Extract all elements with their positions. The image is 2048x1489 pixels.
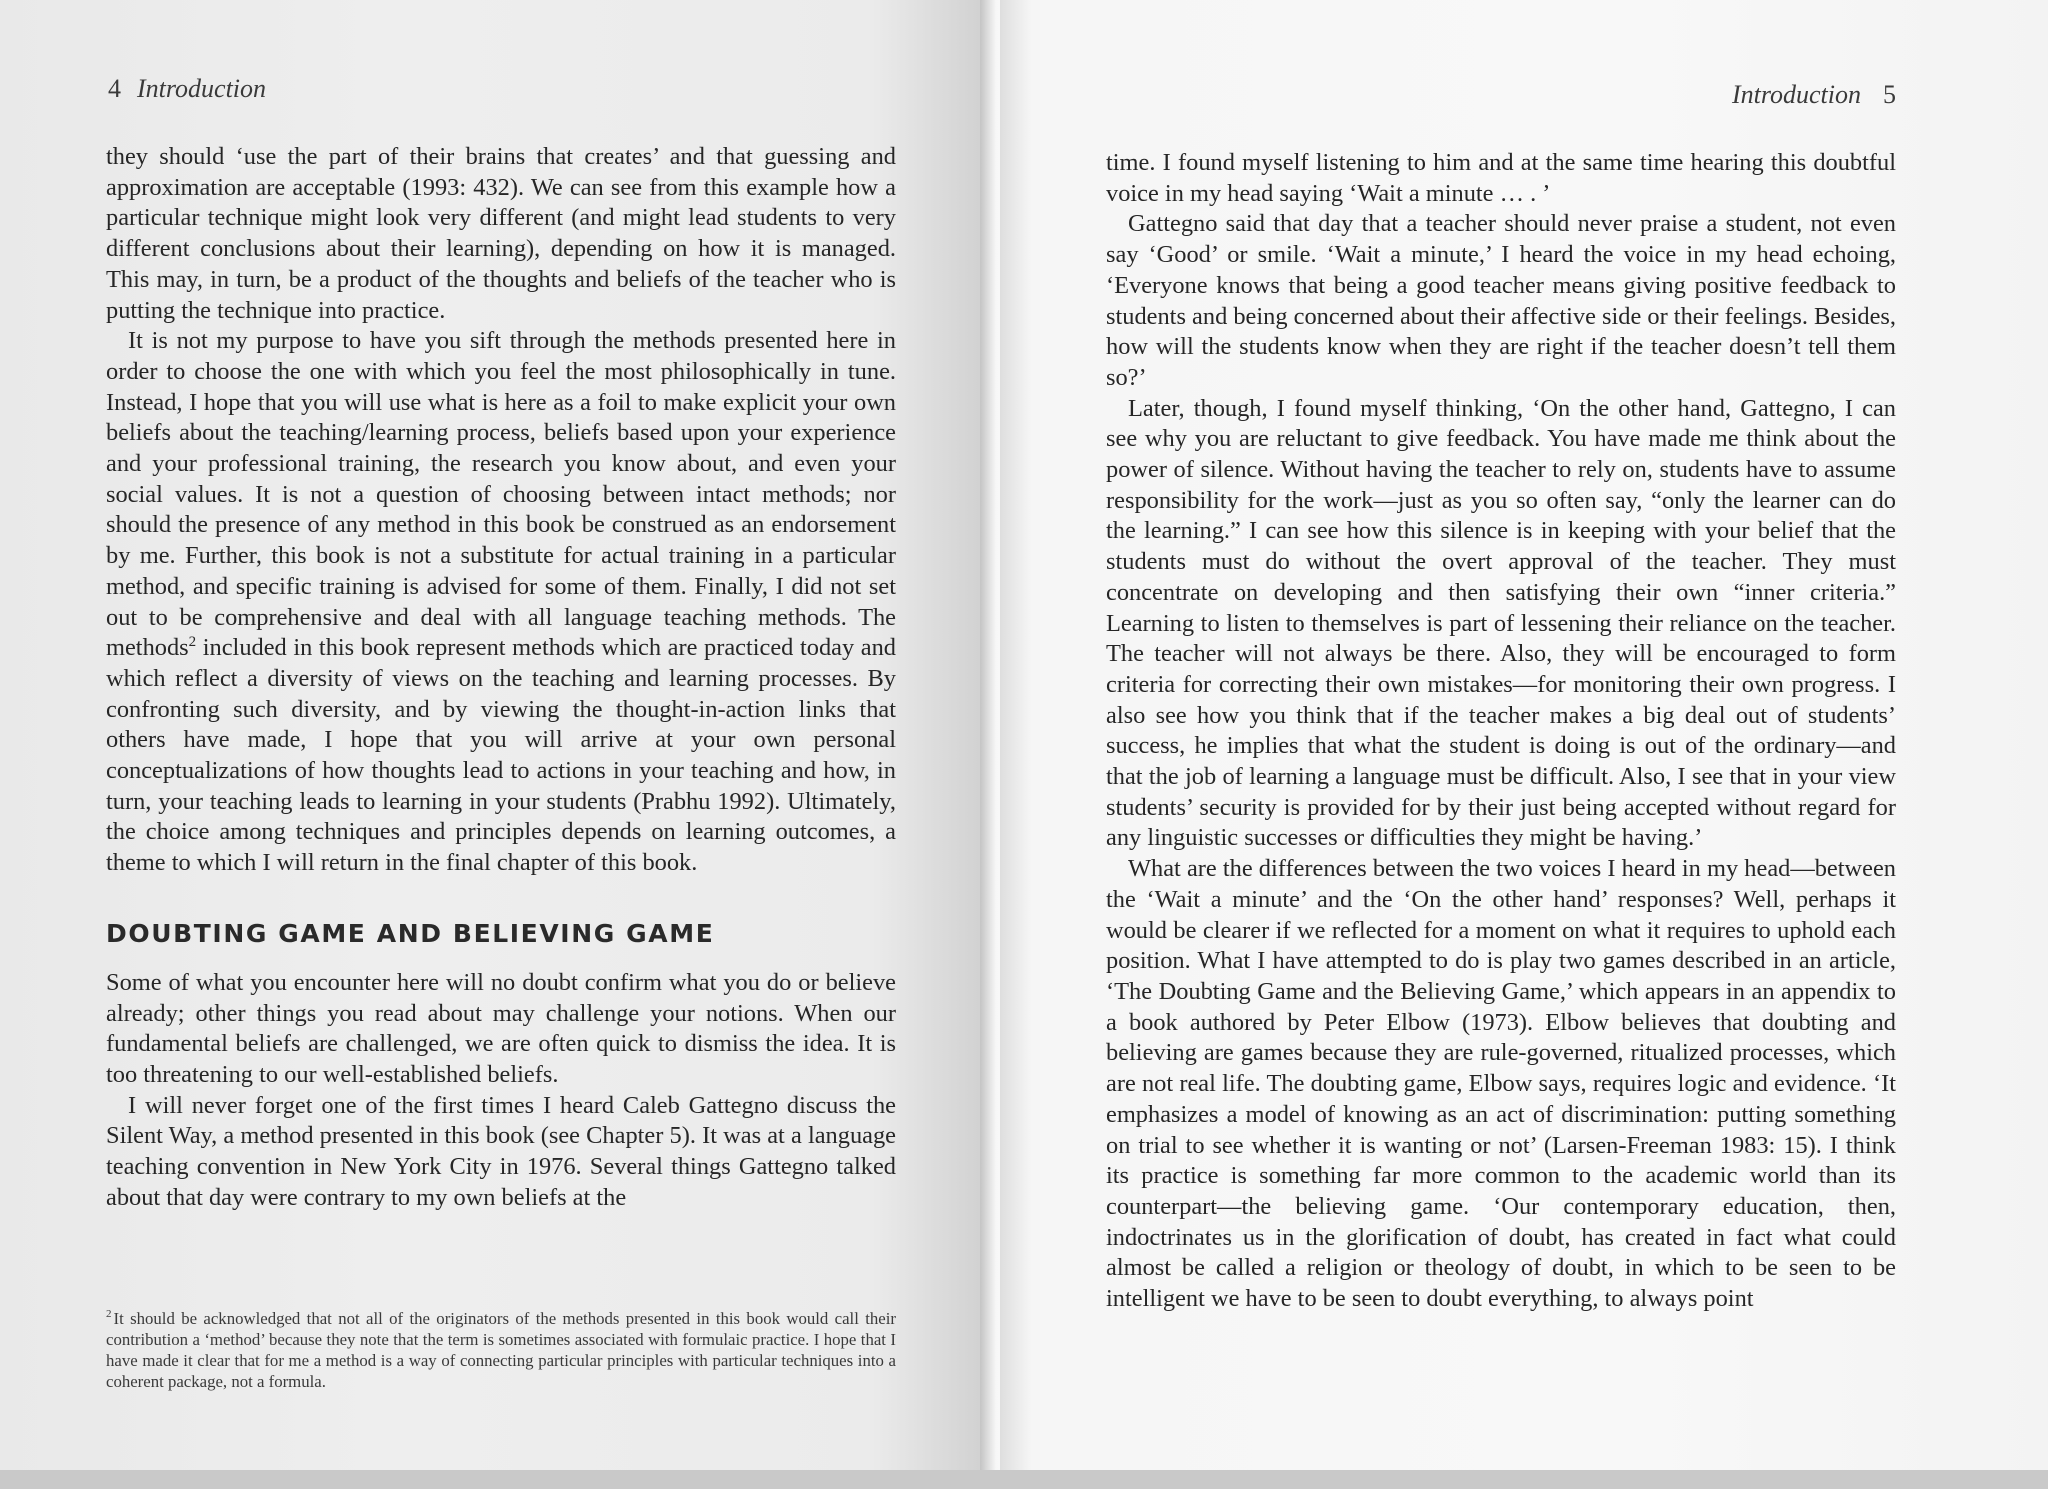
right-page-number: 5	[1883, 80, 1896, 109]
paragraph-text: included in this book represent methods which are practiced today and which reflect a diversity of views on the teaching and learning processes. By confronting such diversity, and by viewing the thought-in-action links that others have made, I hope that you will arrive at your own personal conceptualizations of how thoughts lead to actions in your teaching and how, in turn, your teaching leads to learning in your students (Prabhu 1992). Ultimately, the choice among techniques and principles depends on learning outcomes, a theme to which I will return in the final chapter of this book.	[106, 634, 896, 877]
paragraph-text: It is not my purpose to have you sift through the methods presented here in order to choose the one with which you feel the most philosophically in tune. Instead, I hope that you will use what is here as a foil to make explicit your own beliefs about the teaching/learning process, beliefs based upon your experience and your professional training, the research you know about, and even your social values. It is not a question of choosing between intact methods; nor should the presence of any method in this book be construed as an endorsement by me. Further, this book is not a substitute for actual training in a particular method, and specific training is advised for some of them. Finally, I did not set out to be comprehensive and deal with all language teaching methods. The methods	[106, 327, 896, 662]
paragraph: I will never forget one of the first times I heard Caleb Gattegno discuss the Silent Way, a method presented in this book (see Chapter 5). It was at a language teaching convention in New York City in 1976. Several things Gattegno talked about that day were contrary to my own beliefs at the	[106, 1091, 896, 1211]
scan-bottom-edge	[0, 1470, 2048, 1489]
paragraph: they should ‘use the part of their brains that creates’ and that guessing and approximation are acceptable (1993: 432). We can see from this example how a particular technique might look very different (and might lead students to very different conclusions about their learning), depending on how it is managed. This may, in turn, be a product of the thoughts and beliefs of the teacher who is putting the technique into practice.	[106, 143, 896, 324]
section-heading: DOUBTING GAME AND BELIEVING GAME	[106, 918, 715, 948]
paragraph: Some of what you encounter here will no doubt confirm what you do or believe already; other things you read about may challenge your notions. When our fundamental beliefs are challenged, we are often quick to dismiss the idea. It is too threatening to our well-established beliefs.	[106, 968, 896, 1088]
left-page-number: 4	[108, 74, 121, 103]
footnote-text: It should be acknowledged that not all of the originators of the methods presented in this book would call their contribution a ‘method’ because they note that the term is sometimes associated with formulaic practice. I hope that I have made it clear that for me a method is a way of connecting particular principles with particular techniques into a coherent package, not a formula.	[106, 1309, 896, 1391]
left-running-head	[108, 74, 266, 104]
paragraph	[106, 326, 896, 879]
paragraph: What are the differences between the two voices I heard in my head—between the ‘Wait a minute’ and the ‘On the other hand’ responses? Well, perhaps it would be clearer if we reflected for a moment on what it requires to uphold each position. What I have attempted to do is play two games described in an article, ‘The Doubting Game and the Believing Game,’ which appears in an appendix to a book authored by Peter Elbow (1973). Elbow believes that doubting and believing are games because they are rule-governed, ritualized processes, which are not real life. The doubting game, Elbow says, requires logic and evidence. ‘It emphasizes a model of knowing as an act of discrimination: putting something on trial to see whether it is wanting or not’ (Larsen-Freeman 1983: 15). I think its practice is something far more common to the academic world than its counterpart—the believing game. ‘Our contemporary education, then, indoctrinates us in the glorification of doubt, has created in fact what could almost be called a religion or theology of doubt, in which to be seen to be intelligent we have to be seen to doubt everything, to always point	[1106, 855, 1896, 1313]
left-body-text	[106, 142, 896, 1214]
right-running-head	[1732, 80, 1896, 110]
paragraph: time. I found myself listening to him and at the same time hearing this doubtful voice in my head saying ‘Wait a minute … . ’	[1106, 149, 1896, 207]
right-running-head-title: Introduction	[1731, 80, 1861, 109]
right-body-text	[1106, 148, 1896, 1315]
paragraph: Later, though, I found myself thinking, ‘On the other hand, Gattegno, I can see why you are reluctant to give feedback. You have made me think about the power of silence. Without having the teacher to rely on, students have to assume responsibility for the work—just as you so often say, “only the learner can do the learning.” I can see how this silence is in keeping with your belief that the students must do without the overt approval of the teacher. They must concentrate on developing and then satisfying their own “inner criteria.” Learning to listen to themselves is part of lessening their reliance on the teacher. The teacher will not always be there. Also, they will be encouraged to form criteria for correcting their own mistakes—for monitoring their own progress. I also see how you think that if the teacher makes a big deal out of students’ success, he implies that what the student is doing is out of the ordinary—and that the job of learning a language must be difficult. Also, I see that in your view students’ security is provided for by their just being accepted without regard for any linguistic successes or difficulties they might be having.’	[1106, 394, 1896, 852]
footnote-marker: 2	[106, 1308, 112, 1321]
left-running-head-title: Introduction	[137, 74, 267, 103]
footnote-reference: 2	[188, 634, 197, 651]
paragraph: Gattegno said that day that a teacher should never praise a student, not even say ‘Good’ or smile. ‘Wait a minute,’ I heard the voice in my head echoing, ‘Everyone knows that being a good teacher means giving positive feedback to students and being concerned about their affective side or their feelings. Besides, how will the students know when they are right if the teacher doesn’t tell them so?’	[1106, 210, 1896, 391]
left-page	[0, 0, 992, 1489]
footnote	[106, 1308, 896, 1392]
